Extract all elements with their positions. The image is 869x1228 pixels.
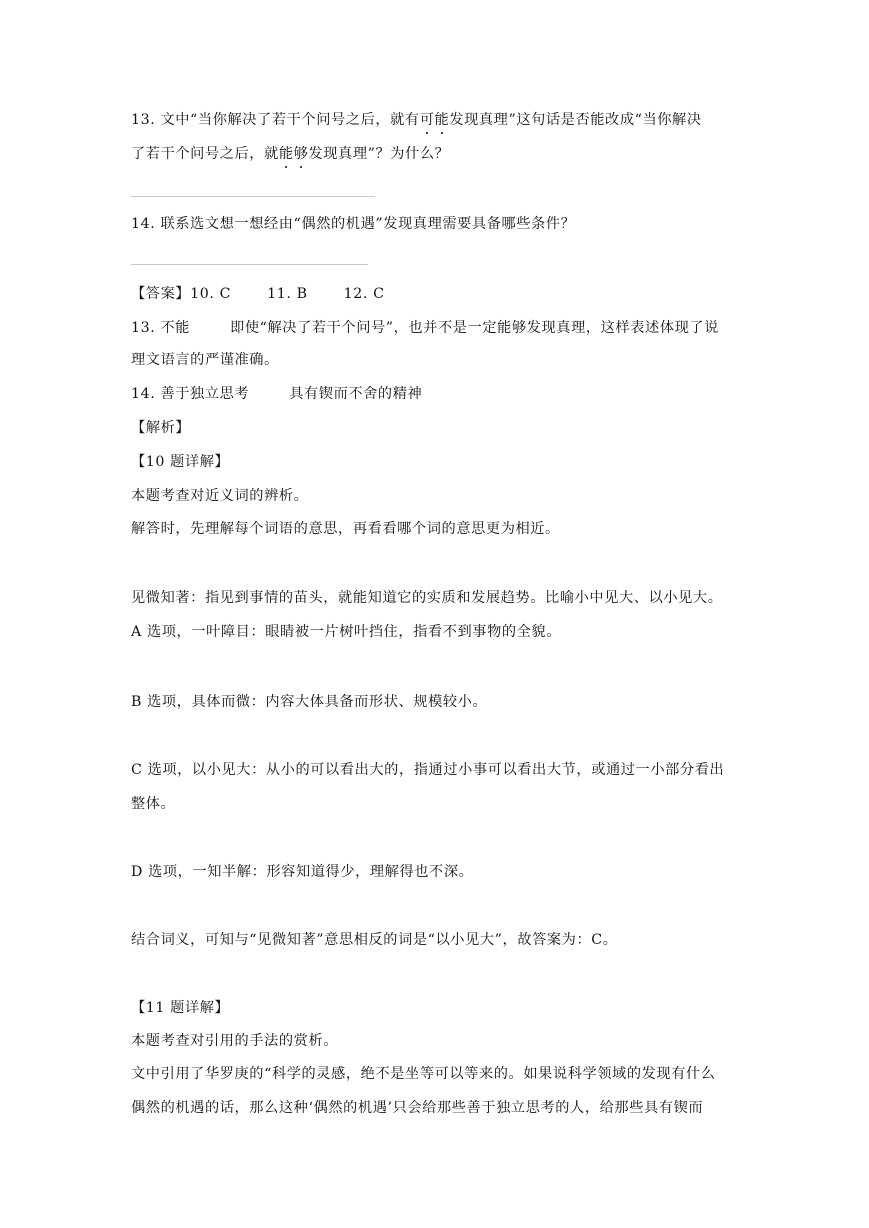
question-13-text: 13. 文中“当你解决了若干个问号之后，就有 <box>131 112 420 128</box>
emphasis-char: 够 <box>293 146 309 162</box>
q10-option-a: A 选项，一叶障目：眼睛被一片树叶挡住，指看不到事物的全貌。 <box>131 624 562 640</box>
answer-11: 11. B <box>267 286 308 302</box>
analysis-label: 【解析】 <box>131 420 191 436</box>
answer-blank-14 <box>131 264 368 265</box>
answer-13-head: 13. 不能 <box>131 320 191 336</box>
question-13-text: 发现真理”？为什么？ <box>308 146 450 162</box>
answer-10: 10. C <box>190 286 232 302</box>
answer-14-text: 具有锲而不舍的精神 <box>289 386 423 402</box>
q10-option-b: B 选项，具体而微：内容大体具备而形状、规模较小。 <box>131 694 488 710</box>
q10-option-d: D 选项，一知半解：形容知道得少，理解得也不深。 <box>131 864 474 880</box>
answer-13-text: 即使“解决了若干个问号”，也并不是一定能够发现真理，这样表述体现了说 <box>230 320 719 336</box>
question-13-text: 了若干个问号之后，就 <box>131 146 279 162</box>
question-13-line-1 <box>131 110 702 130</box>
question-13-line-2 <box>131 144 449 164</box>
q11-analysis-title: 【11 题详解】 <box>131 1000 230 1016</box>
q10-option-c-line-1: C 选项，以小见大：从小的可以看出大的，指通过小事可以看出大节，或通过一小部分看出 <box>131 762 725 778</box>
answer-label: 【答案】 <box>131 286 191 302</box>
q11-intro: 本题考查对引用的手法的赏析。 <box>131 1033 339 1049</box>
answer-14-head: 14. 善于独立思考 <box>131 386 250 402</box>
q10-intro: 本题考查对近义词的辨析。 <box>131 488 309 504</box>
q10-conclusion: 结合词义，可知与“见微知著”意思相反的词是“以小见大”，故答案为：C。 <box>131 932 618 948</box>
q10-definition: 见微知著：指见到事情的苗头，就能知道它的实质和发展趋势。比喻小中见大、以小见大。 <box>131 590 723 606</box>
answer-13-line-1 <box>131 318 719 338</box>
question-14: 14. 联系选文想一想经由“偶然的机遇”发现真理需要具备哪些条件？ <box>131 216 576 232</box>
answer-14 <box>131 384 422 404</box>
q11-line-2: 偶然的机遇的话，那么这种‘偶然的机遇’只会给那些善于独立思考的人，给那些具有锲而 <box>131 1100 704 1116</box>
answer-13-line-2: 理文语言的严谨准确。 <box>131 352 279 368</box>
answer-blank-13 <box>131 196 375 197</box>
q11-line-1: 文中引用了华罗庚的“科学的灵感，绝不是坐等可以等来的。如果说科学领域的发现有什么 <box>131 1066 716 1082</box>
q10-method: 解答时，先理解每个词语的意思，再看看哪个词的意思更为相近。 <box>131 521 560 537</box>
question-13-text: 发现真理”这句话是否能改成“当你解决 <box>449 112 702 128</box>
answer-12: 12. C <box>343 286 385 302</box>
emphasis-char: 能 <box>434 112 450 128</box>
answer-line <box>131 284 385 304</box>
emphasis-char: 能 <box>278 146 294 162</box>
emphasis-char: 可 <box>419 112 435 128</box>
q10-option-c-line-2: 整体。 <box>131 796 176 812</box>
q10-analysis-title: 【10 题详解】 <box>131 454 230 470</box>
